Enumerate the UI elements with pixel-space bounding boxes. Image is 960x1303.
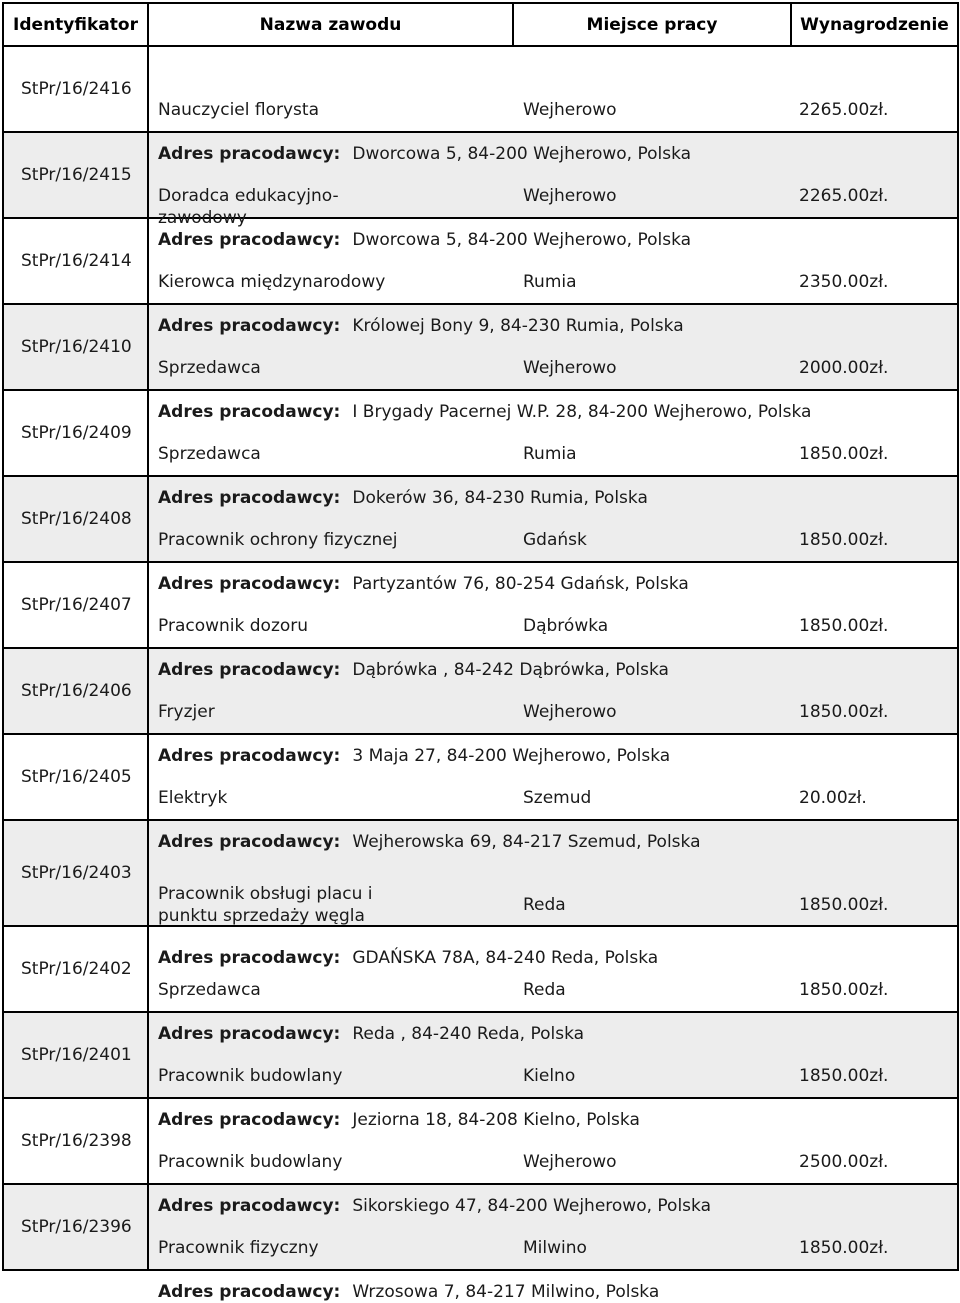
job-name: Pracownik fizyczny — [158, 1238, 319, 1258]
offer-identifier: StPr/16/2408 — [3, 476, 148, 562]
offers-body — [3, 46, 958, 1302]
offer-details — [148, 46, 958, 164]
header-job-name: Nazwa zawodu — [148, 3, 513, 46]
salary-value: 1850.00zł. — [799, 895, 889, 915]
workplace-city: Rumia — [523, 444, 577, 464]
job-offers-table — [2, 2, 959, 1302]
job-name: Sprzedawca — [158, 358, 261, 378]
salary-value: 2000.00zł. — [799, 358, 889, 378]
workplace-city: Rumia — [523, 272, 577, 292]
offer-identifier: StPr/16/2396 — [3, 1184, 148, 1270]
employer-address-label: Adres pracodawcy: — [158, 1282, 341, 1302]
job-name: Kierowca międzynarodowy — [158, 272, 386, 292]
employer-address-label: Adres pracodawcy: — [158, 1024, 341, 1044]
salary-value: 1850.00zł. — [799, 980, 889, 1000]
workplace-city: Reda — [523, 895, 566, 915]
employer-address: Partyzantów 76, 80-254 Gdańsk, Polska — [352, 574, 689, 594]
employer-address: 3 Maja 27, 84-200 Wejherowo, Polska — [352, 746, 671, 766]
employer-address-label: Adres pracodawcy: — [158, 832, 341, 852]
employer-address: Dokerów 36, 84-230 Rumia, Polska — [352, 488, 648, 508]
job-name: Nauczyciel florysta — [158, 100, 319, 120]
offer-identifier: StPr/16/2406 — [3, 648, 148, 734]
salary-value: 2265.00zł. — [799, 186, 889, 206]
employer-address-label: Adres pracodawcy: — [158, 1110, 341, 1130]
employer-address-label: Adres pracodawcy: — [158, 144, 341, 164]
offer-identifier: StPr/16/2401 — [3, 1012, 148, 1098]
job-name: Elektryk — [158, 788, 228, 808]
employer-address: Sikorskiego 47, 84-200 Wejherowo, Polska — [352, 1196, 712, 1216]
employer-address-label: Adres pracodawcy: — [158, 948, 341, 968]
employer-address-label: Adres pracodawcy: — [158, 230, 341, 250]
workplace-city: Reda — [523, 980, 566, 1000]
workplace-city: Wejherowo — [523, 100, 617, 120]
employer-address-label: Adres pracodawcy: — [158, 660, 341, 680]
job-name: Pracownik budowlany — [158, 1152, 343, 1172]
offer-identifier: StPr/16/2410 — [3, 304, 148, 390]
job-name: Sprzedawca — [158, 444, 261, 464]
job-name: Sprzedawca — [158, 980, 261, 1000]
job-name: Pracownik ochrony fizycznej — [158, 530, 398, 550]
salary-value: 1850.00zł. — [799, 616, 889, 636]
salary-value: 2350.00zł. — [799, 272, 889, 292]
salary-value: 1850.00zł. — [799, 1238, 889, 1258]
offer-identifier: StPr/16/2415 — [3, 132, 148, 218]
workplace-city: Gdańsk — [523, 530, 587, 550]
employer-address: Reda , 84-240 Reda, Polska — [352, 1024, 585, 1044]
employer-address: Królowej Bony 9, 84-230 Rumia, Polska — [352, 316, 684, 336]
header-salary: Wynagrodzenie — [791, 3, 958, 46]
header-workplace: Miejsce pracy — [513, 3, 791, 46]
offer-details — [148, 926, 958, 1044]
employer-address: Jeziorna 18, 84-208 Kielno, Polska — [352, 1110, 640, 1130]
offer-identifier: StPr/16/2407 — [3, 562, 148, 648]
offer-identifier: StPr/16/2403 — [3, 820, 148, 926]
table-row — [3, 926, 958, 1012]
job-name: Pracownik budowlany — [158, 1066, 343, 1086]
offer-identifier: StPr/16/2398 — [3, 1098, 148, 1184]
job-name: Fryzjer — [158, 702, 215, 722]
workplace-city: Wejherowo — [523, 358, 617, 378]
employer-address-label: Adres pracodawcy: — [158, 746, 341, 766]
offer-identifier: StPr/16/2409 — [3, 390, 148, 476]
offer-identifier: StPr/16/2405 — [3, 734, 148, 820]
workplace-city: Dąbrówka — [523, 616, 609, 636]
workplace-city: Wejherowo — [523, 1152, 617, 1172]
offer-identifier: StPr/16/2416 — [3, 46, 148, 132]
employer-address-label: Adres pracodawcy: — [158, 1196, 341, 1216]
offer-identifier: StPr/16/2402 — [3, 926, 148, 1012]
salary-value: 1850.00zł. — [799, 444, 889, 464]
workplace-city: Wejherowo — [523, 186, 617, 206]
table-header-row — [3, 3, 958, 46]
employer-address: GDAŃSKA 78A, 84-240 Reda, Polska — [352, 948, 659, 968]
employer-address-label: Adres pracodawcy: — [158, 316, 341, 336]
salary-value: 20.00zł. — [799, 788, 867, 808]
workplace-city: Wejherowo — [523, 702, 617, 722]
job-name: Pracownik obsługi placu i punktu sprzedaży węgla — [158, 884, 373, 926]
table-row — [3, 46, 958, 132]
employer-address: Wejherowska 69, 84-217 Szemud, Polska — [352, 832, 701, 852]
offer-identifier: StPr/16/2414 — [3, 218, 148, 304]
workplace-city: Milwino — [523, 1238, 587, 1258]
header-identifier: Identyfikator — [3, 3, 148, 46]
employer-address-label: Adres pracodawcy: — [158, 574, 341, 594]
employer-address: Dworcowa 5, 84-200 Wejherowo, Polska — [352, 144, 692, 164]
workplace-city: Szemud — [523, 788, 592, 808]
job-name: Doradca edukacyjno-zawodowy — [158, 186, 339, 228]
job-name: Pracownik dozoru — [158, 616, 309, 636]
employer-address: I Brygady Pacernej W.P. 28, 84-200 Wejherowo, Polska — [352, 402, 812, 422]
employer-address-label: Adres pracodawcy: — [158, 402, 341, 422]
salary-value: 1850.00zł. — [799, 530, 889, 550]
employer-address: Dąbrówka , 84-242 Dąbrówka, Polska — [352, 660, 669, 680]
salary-value: 1850.00zł. — [799, 702, 889, 722]
employer-address-label: Adres pracodawcy: — [158, 488, 341, 508]
salary-value: 2265.00zł. — [799, 100, 889, 120]
employer-address: Wrzosowa 7, 84-217 Milwino, Polska — [352, 1282, 660, 1302]
salary-value: 2500.00zł. — [799, 1152, 889, 1172]
employer-address: Dworcowa 5, 84-200 Wejherowo, Polska — [352, 230, 692, 250]
salary-value: 1850.00zł. — [799, 1066, 889, 1086]
workplace-city: Kielno — [523, 1066, 576, 1086]
